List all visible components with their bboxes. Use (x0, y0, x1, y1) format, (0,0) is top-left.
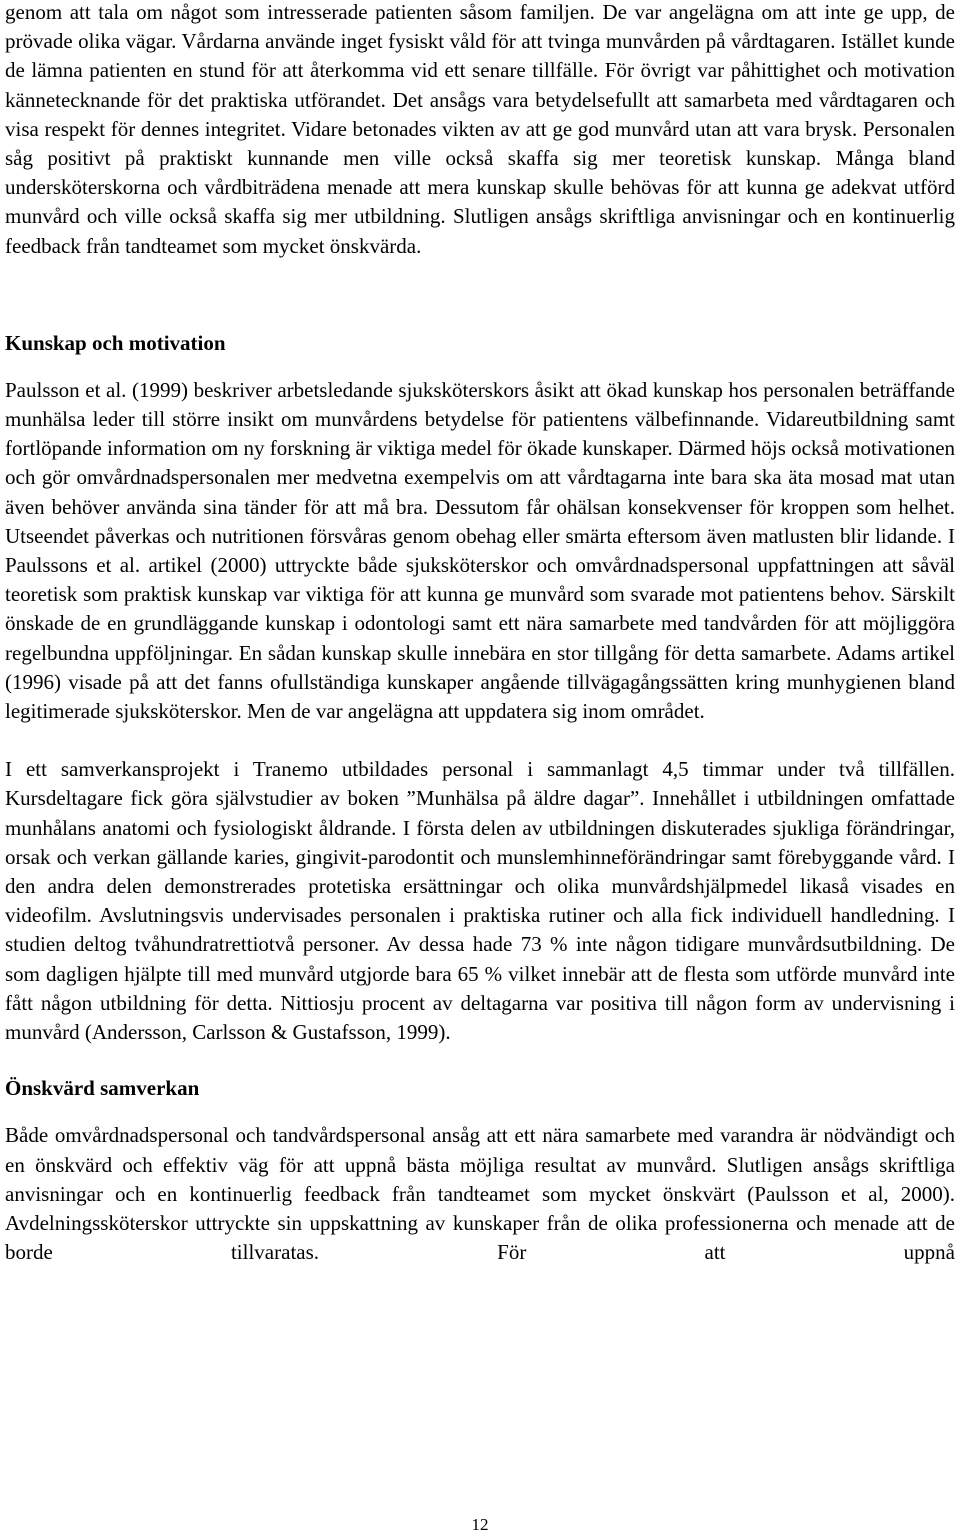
intro-paragraph: genom att tala om något som intresserade patienten såsom familjen. De var angelägna om att inte ge upp, de prövade olika vägar. Vårdarna använde inget fysiskt våld för att tvinga munvården på vårdtagaren. Istället kunde de lämna patienten en stund för att återkomma vid ett senare tillfälle. För övrigt var påhittighet och motivation kännetecknande för det praktiska utförandet. Det ansågs vara betydelsefullt att samarbeta med vårdtagaren och visa respekt för dennes integritet. Vidare betonades vikten av att ge god munvård utan att vara brysk. Personalen såg positivt på praktiskt kunnande men ville också skaffa sig mer teoretisk kunskap. Många bland undersköterskorna och vårdbiträdena menade att mera kunskap skulle behövas för att kunna ge adekvat utförd munvård och ville också skaffa sig mer utbildning. Slutligen ansågs skriftliga anvisningar och en kontinuerlig feedback från tandteamet som mycket önskvärda. (5, 0, 955, 258)
spacer (5, 261, 955, 329)
section-heading-kunskap-och-motivation: Kunskap och motivation (5, 330, 226, 355)
document-page (5, 0, 955, 1267)
page-number: 12 (471, 1515, 489, 1534)
section1-paragraph-2: I ett samverkansprojekt i Tranemo utbildades personal i sammanlagt 4,5 timmar under två tillfällen. Kursdeltagare fick göra självstudier av boken ”Munhälsa på äldre dagar”. Innehållet i utbildningen omfattade munhålans anatomi och fysiologiskt åldrande. I första delen av utbildningen diskuterades sjukliga förändringar, orsak och verkan gällande karies, gingivit-parodontit och munslemhinneförändringar samt förebyggande vård. I den andra delen demonstrerades protetiska ersättningar och olika munvårdshjälpmedel likaså visades en videofilm. Avslutningsvis undervisades personalen i praktiska rutiner och alla fick individuell handledning. I studien deltog tvåhundratrettiotvå personer. Av dessa hade 73 % inte någon tidigare munvårdsutbildning. De som dagligen hjälpte till med munvård utgjorde bara 65 % vilket innebär att de flesta som utförde munvård inte fått någon utbildning för detta. Nittiosju procent av deltagarna var positiva till någon form av undervisning i munvård (Andersson, Carlsson & Gustafsson, 1999). (5, 757, 955, 1045)
section-heading-onskvard-samverkan: Önskvärd samverkan (5, 1076, 200, 1101)
section2-paragraph-1: Både omvårdnadspersonal och tandvårdspersonal ansåg att ett nära samarbete med varandra är nödvändigt och en önskvärd och effektiv väg för att uppnå bästa möjliga resultat av munvård. Slutligen ansågs skriftliga anvisningar och en kontinuerlig feedback från tandteamet som mycket önskvärt (Paulsson et al, 2000). Avdelningssköterskor uttryckte sin uppskattning av kunskaper från de olika professionerna och menade att de borde tillvaratas. För att uppnå (5, 1123, 955, 1265)
spacer (5, 1047, 955, 1074)
spacer (5, 1103, 955, 1121)
section1-paragraph-1: Paulsson et al. (1999) beskriver arbetsledande sjuksköterskors åsikt att ökad kunskap hos personalen beträffande munhälsa leder till större insikt om munvårdens betydelse för patientens välbefinnande. Vidareutbildning samt fortlöpande information om ny forskning är viktiga medel för ökade kunskaper. Därmed höjs också motivationen och gör omvårdnadspersonalen mer medvetna exempelvis om att vårdtagarna inte bara ska äta mosad mat utan även behöver använda sina tänder för att må bra. Dessutom får ohälsan konsekvenser för kroppen som helhet. Utseendet påverkas och nutritionen försvåras genom obehag eller smärta eftersom även matlusten blir lidande. I Paulssons et al. artikel (2000) uttryckte både sjuksköterskor och omvårdnadspersonal uppfattningen att såväl teoretisk som praktisk kunskap var viktiga för att kunna ge munvård som svarade mot patientens behov. Särskilt önskade de en grundläggande kunskap i odontologi samt ett nära samarbete med tandvården för att möjliggöra regelbundna uppföljningar. En sådan kunskap skulle innebära en stor tillgång för detta samarbete. Adams artikel (1996) visade på att det fanns ofullständiga kunskaper angående tillvägagångssätten kring munhygienen bland legitimerade sjuksköterskor. Men de var angelägna att uppdatera sig inom området. (5, 377, 956, 724)
spacer (5, 726, 955, 755)
spacer (5, 358, 955, 376)
